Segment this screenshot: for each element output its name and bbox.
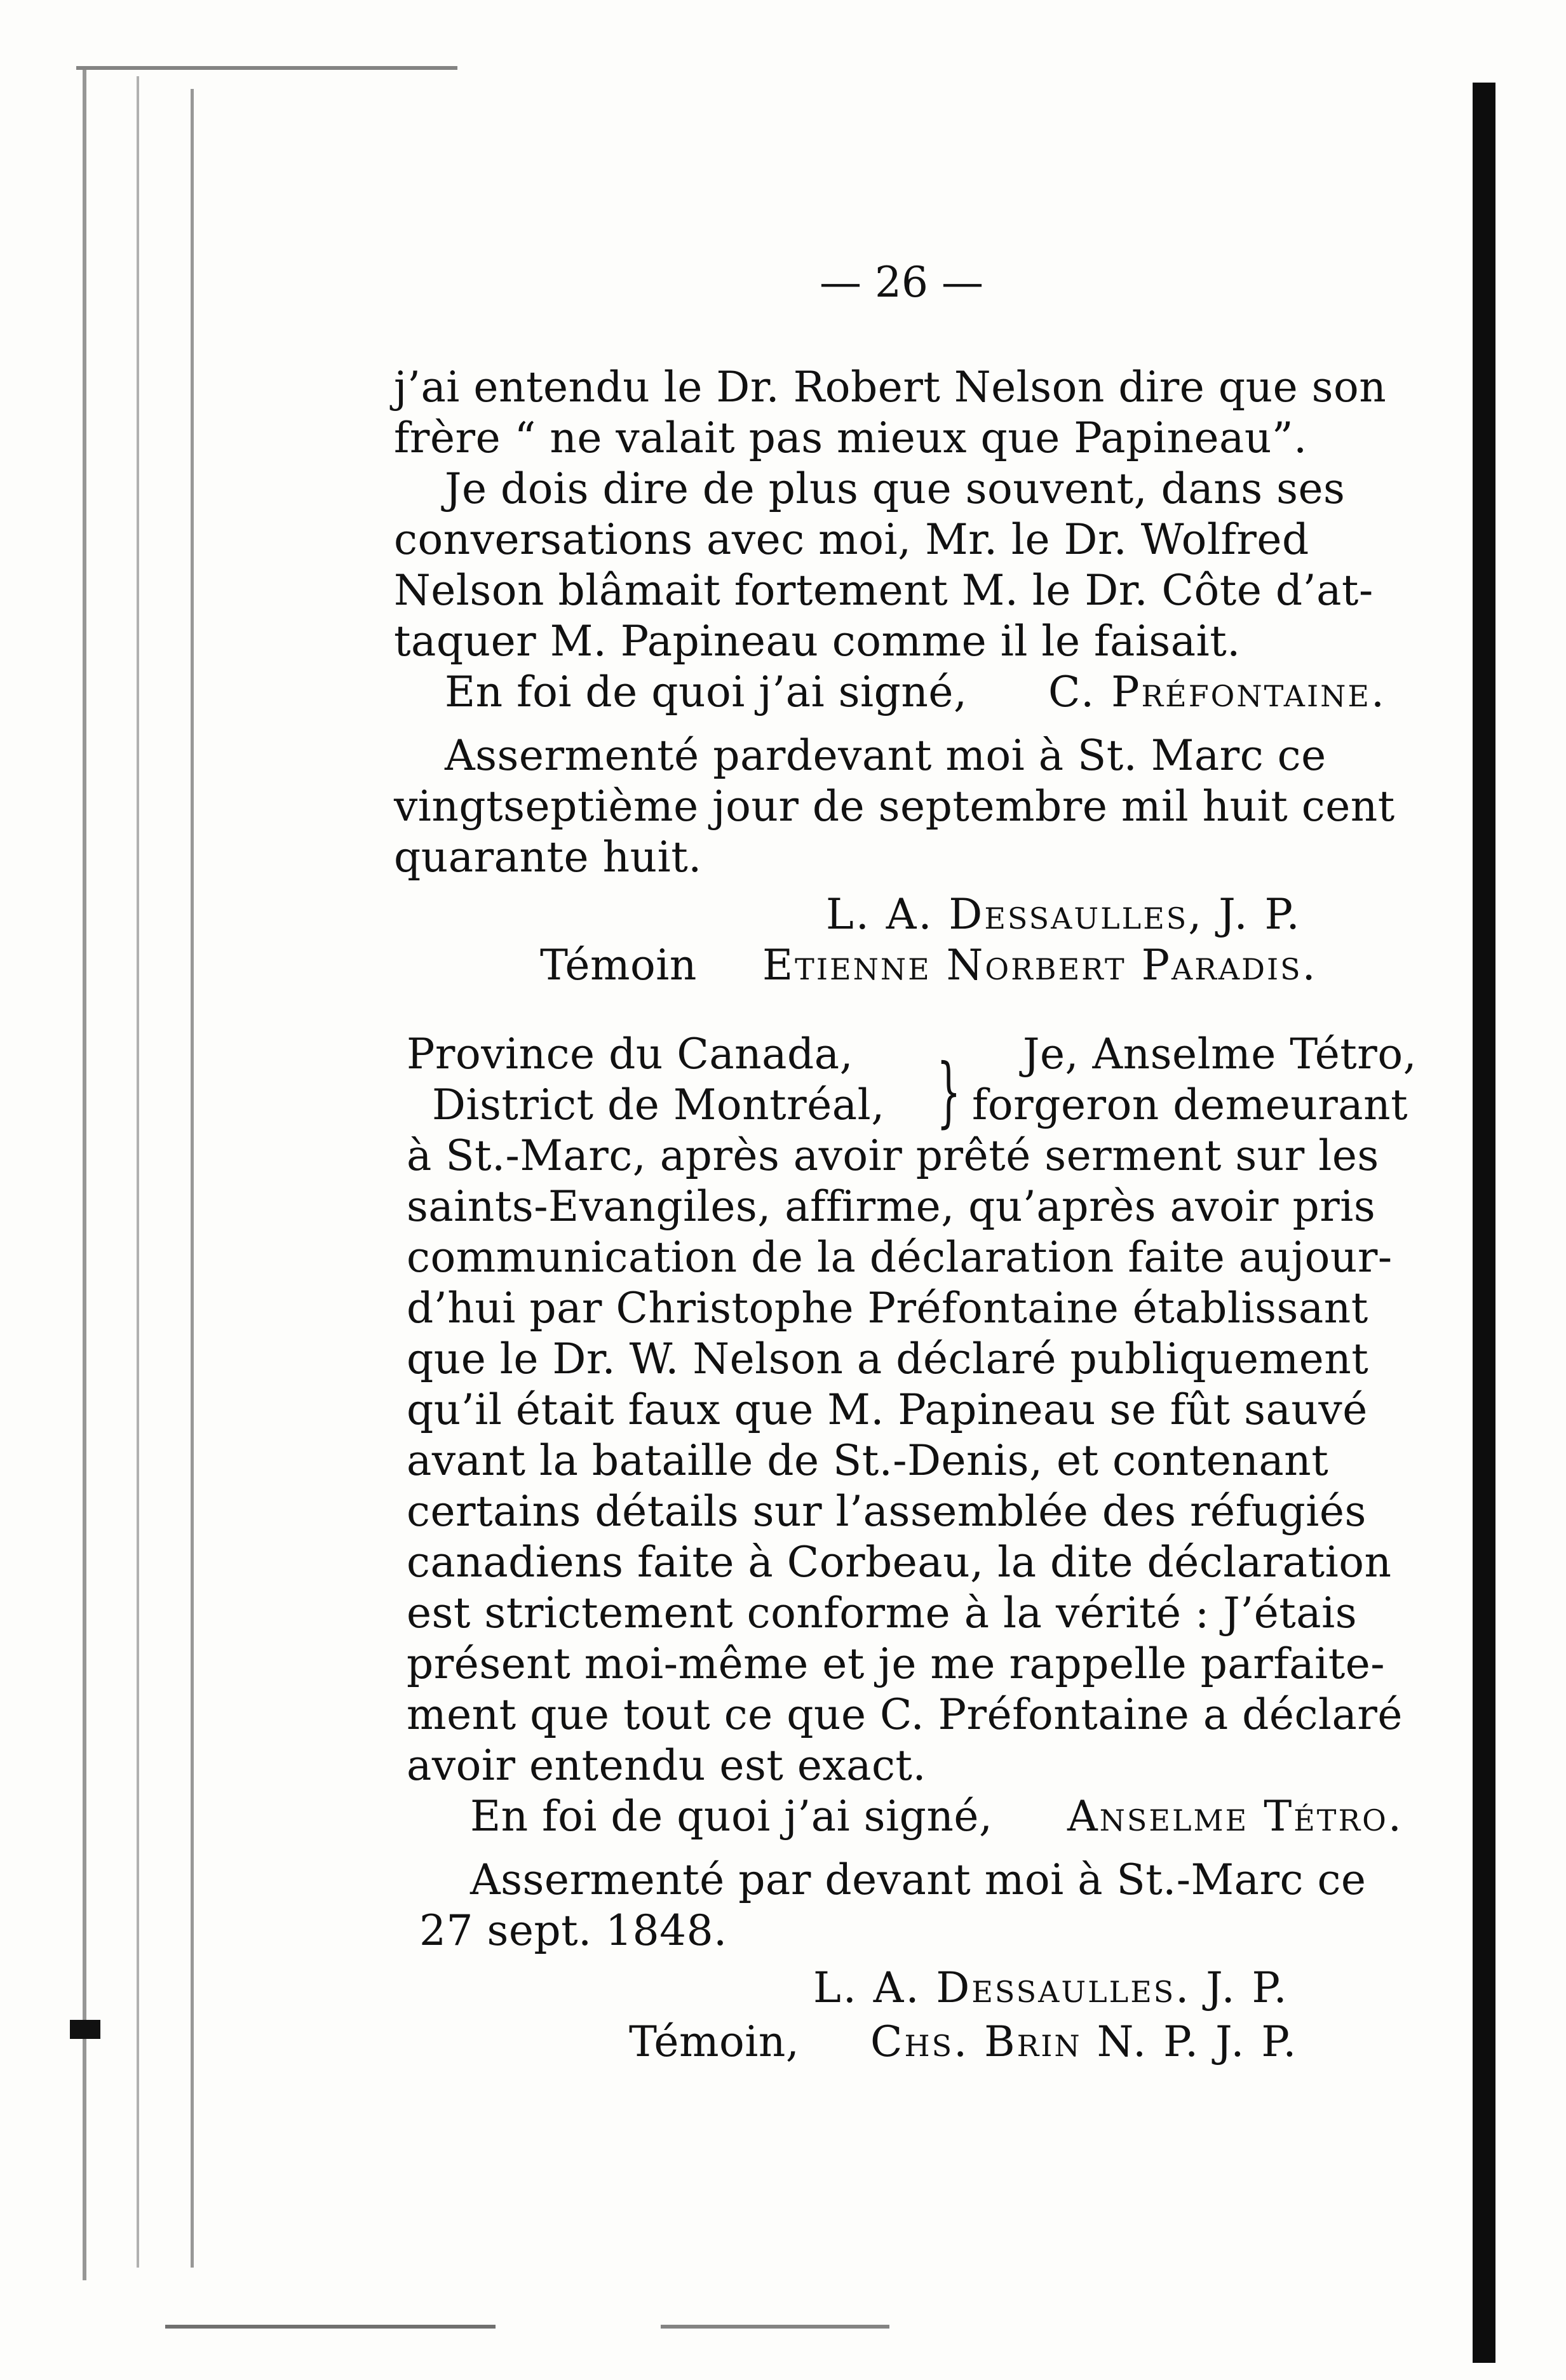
district-heading: District de Montréal, <box>432 1080 885 1129</box>
text-line: Nelson blâmait fortement M. le Dr. Côte d’at- <box>394 566 1374 615</box>
witness-label: Témoin <box>540 941 697 990</box>
text-line: forgeron demeurant <box>972 1080 1408 1129</box>
text-line: ment que tout ce que C. Préfontaine a déclaré <box>407 1690 1403 1739</box>
text-line: est strictement conforme à la vérité : J’étais <box>407 1589 1358 1637</box>
text-line: à St.-Marc, après avoir prêté serment sur les <box>407 1131 1379 1180</box>
text-line: Assermenté par devant moi à St.-Marc ce <box>470 1855 1367 1904</box>
text-line: conversations avec moi, Mr. le Dr. Wolfred <box>394 515 1309 564</box>
signature-tetro: Anselme Tétro. <box>1067 1792 1403 1841</box>
text-line: taquer M. Papineau comme il le faisait. <box>394 617 1241 666</box>
witness-name-paradis: Etienne Norbert Paradis. <box>762 941 1318 990</box>
witness-name-brin: Chs. Brin N. P. J. P. <box>870 2017 1299 2066</box>
signature-prefontaine: C. Préfontaine. <box>1048 668 1386 716</box>
text-line: En foi de quoi j’ai signé, <box>445 668 968 716</box>
text-line: qu’il était faux que M. Papineau se fût sauvé <box>407 1385 1368 1434</box>
text-line: communication de la déclaration faite aujour- <box>407 1233 1393 1282</box>
text-line: quarante huit. <box>394 833 702 882</box>
text-line: vingtseptième jour de septembre mil huit cent <box>394 782 1395 831</box>
text-line: 27 sept. 1848. <box>419 1906 727 1955</box>
brace-mark: } <box>936 1048 961 1136</box>
text-line: Assermenté pardevant moi à St. Marc ce <box>445 731 1326 780</box>
text-line: Je dois dire de plus que souvent, dans ses <box>445 464 1346 513</box>
witness-label-2: Témoin, <box>629 2017 800 2066</box>
text-line: j’ai entendu le Dr. Robert Nelson dire que son <box>394 363 1387 412</box>
text-line: Je, Anselme Tétro, <box>1023 1030 1417 1079</box>
page-number: — 26 — <box>820 258 983 307</box>
text-line: avoir entendu est exact. <box>407 1741 926 1790</box>
text-line: que le Dr. W. Nelson a déclaré publiquement <box>407 1335 1369 1383</box>
text-line: avant la bataille de St.-Denis, et contenant <box>407 1436 1329 1485</box>
province-heading: Province du Canada, <box>407 1030 854 1079</box>
text-line: canadiens faite à Corbeau, la dite déclaration <box>407 1538 1392 1587</box>
text-line: En foi de quoi j’ai signé, <box>470 1792 993 1841</box>
text-line: d’hui par Christophe Préfontaine établissant <box>407 1284 1368 1333</box>
signature-dessaulles: L. A. Dessaulles, J. P. <box>826 890 1302 939</box>
text-line: certains détails sur l’assemblée des réfugiés <box>407 1487 1367 1536</box>
text-line: saints-Evangiles, affirme, qu’après avoir pris <box>407 1182 1376 1231</box>
text-line: frère “ ne valait pas mieux que Papineau”. <box>394 413 1307 462</box>
signature-dessaulles-2: L. A. Dessaulles. J. P. <box>813 1963 1289 2012</box>
text-line: présent moi-même et je me rappelle parfaite- <box>407 1639 1386 1688</box>
